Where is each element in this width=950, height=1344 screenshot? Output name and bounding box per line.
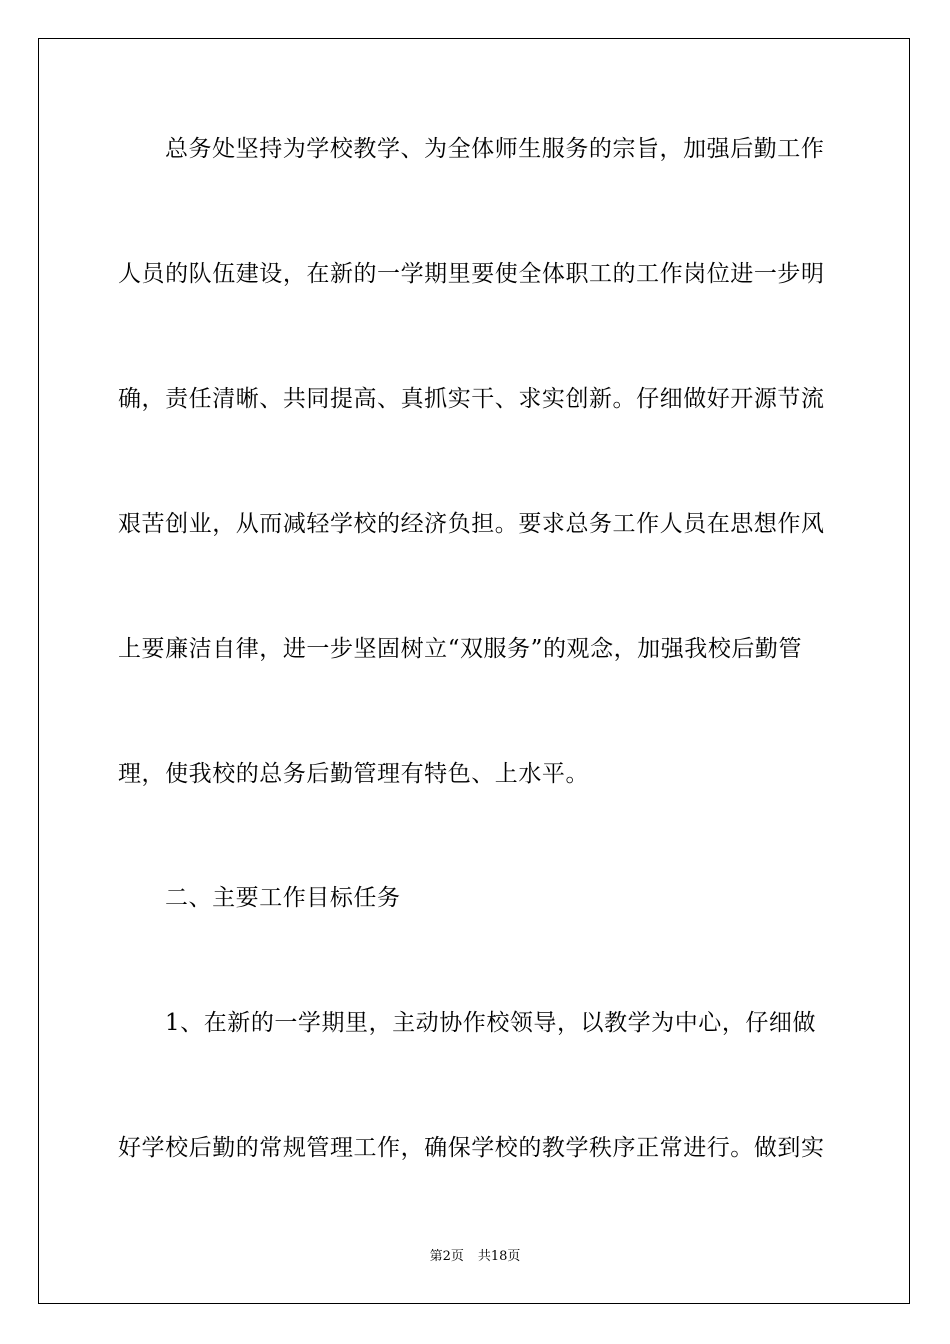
paragraph-line-6: 理，使我校的总务后勤管理有特色、上水平。 [118,761,589,787]
paragraph-line-2: 人员的队伍建设，在新的一学期里要使全体职工的工作岗位进一步明 [118,261,825,287]
page-footer [0,1248,950,1266]
paragraph-line-9: 好学校后勤的常规管理工作，确保学校的教学秩序正常进行。做到实 [118,1135,825,1161]
paragraph-line-8: 1、在新的一学期里，主动协作校领导，以教学为中心，仔细做 [165,1010,817,1036]
paragraph-line-1: 总务处坚持为学校教学、为全体师生服务的宗旨，加强后勤工作 [165,136,825,162]
section-heading: 二、主要工作目标任务 [165,885,401,911]
paragraph-line-3: 确，责任清晰、共同提高、真抓实干、求实创新。仔细做好开源节流 [118,386,825,412]
page-border [38,38,910,1304]
page-number: 第2页 [429,1249,464,1264]
paragraph-line-4: 艰苦创业，从而减轻学校的经济负担。要求总务工作人员在思想作风 [118,511,825,537]
paragraph-line-5: 上要廉洁自律，进一步坚固树立“双服务”的观念，加强我校后勤管 [118,636,803,662]
page-total: 共18页 [477,1249,521,1264]
